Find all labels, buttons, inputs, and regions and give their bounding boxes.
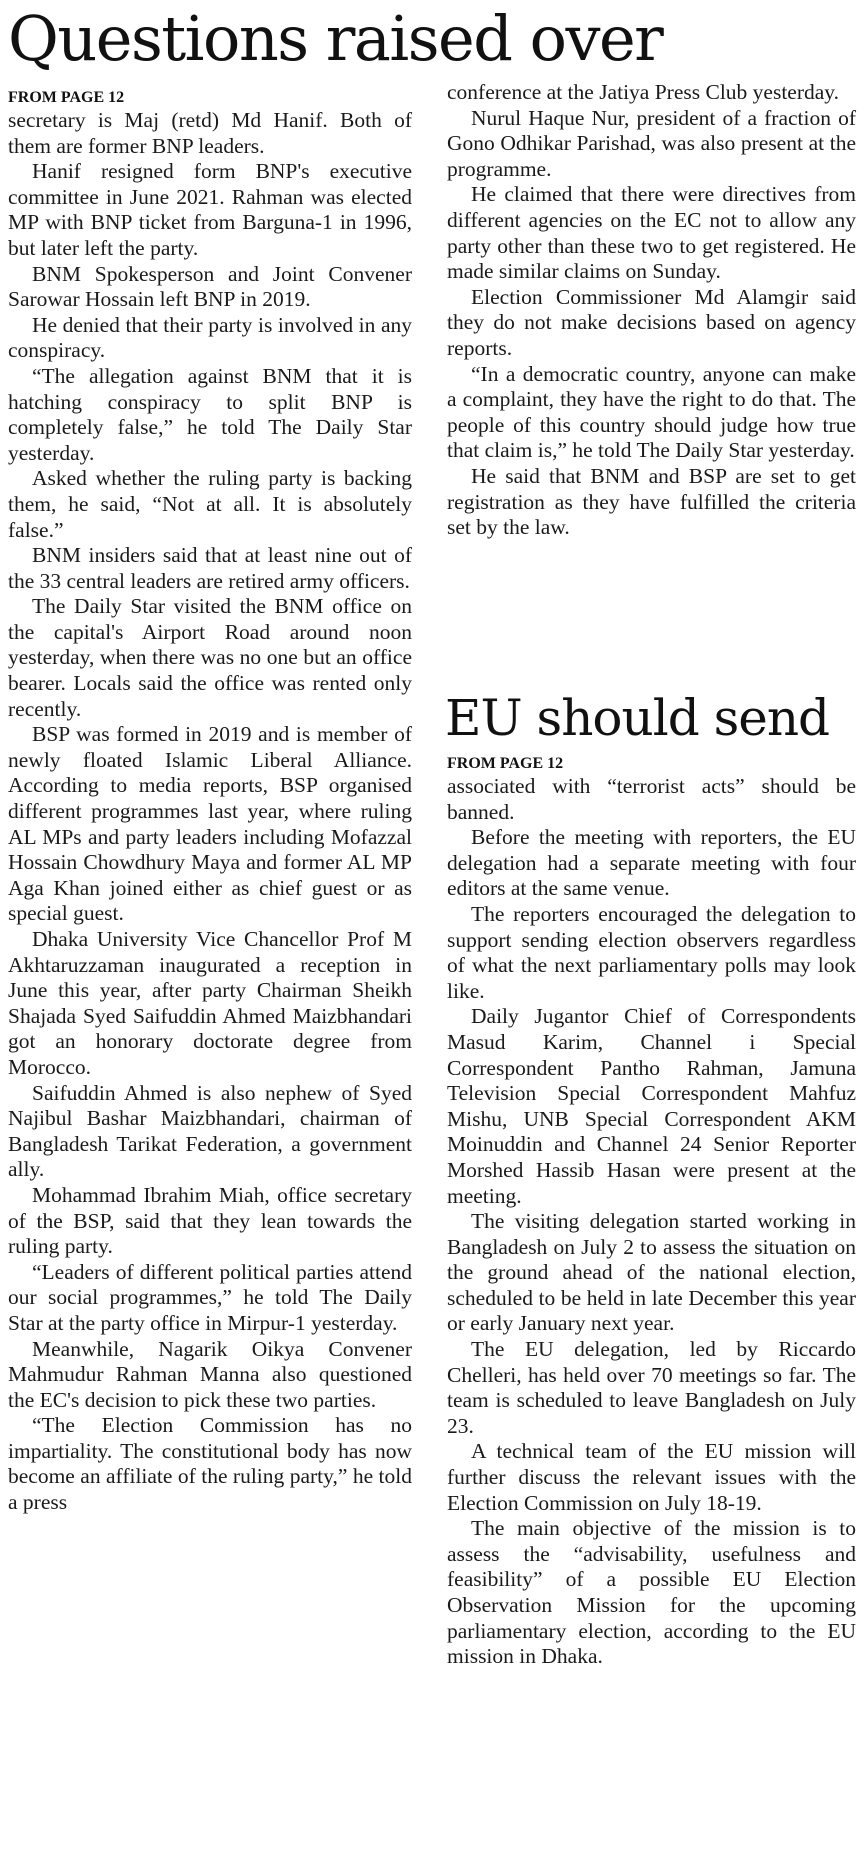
paragraph: BNM insiders said that at least nine out of the 33 central leaders are retired army officers.: [8, 543, 412, 593]
paragraph: Daily Jugantor Chief of Correspondents Masud Karim, Channel i Special Correspondent Pantho Rahman, Jamuna Television Special Correspondent Mahfuz Mishu, UNB Special Correspondent AKM Moinuddin and Channel 24 Senior Reporter Morshed Hassib Hasan were present at the meeting.: [447, 1004, 856, 1208]
story1-left-column: [8, 88, 412, 1516]
story2-jump-line: FROM PAGE 12: [447, 755, 564, 772]
paragraph: Election Commissioner Md Alamgir said they do not make decisions based on agency reports.: [447, 284, 856, 360]
paragraph: Meanwhile, Nagarik Oikya Convener Mahmudur Rahman Manna also questioned the EC's decision to pick these two parties.: [8, 1336, 412, 1412]
story2-column: [447, 754, 856, 1670]
paragraph: He denied that their party is involved in any conspiracy.: [8, 312, 412, 363]
paragraph: The Daily Star visited the BNM office on the capital's Airport Road around noon yesterday, when there was no one but an office bearer. Locals said the office was rented only recently.: [8, 594, 412, 721]
paragraph: “The allegation against BNM that it is hatching conspiracy to split BNP is completely false,” he told The Daily Star yesterday.: [8, 363, 412, 465]
paragraph: Saifuddin Ahmed is also nephew of Syed Najibul Bashar Maizbhandari, chairman of Bangladesh Tarikat Federation, a government ally.: [8, 1080, 412, 1182]
paragraph: Mohammad Ibrahim Miah, office secretary of the BSP, said that they lean towards the ruling party.: [8, 1182, 412, 1259]
paragraph: A technical team of the EU mission will further discuss the relevant issues with the Election Commission on July 18-19.: [447, 1439, 856, 1515]
paragraph: The visiting delegation started working in Bangladesh on July 2 to assess the situation on the ground ahead of the national election, scheduled to be held in late December this year or early January next year.: [447, 1209, 856, 1336]
paragraph: The main objective of the mission is to assess the “advisability, usefulness and feasibility” of a possible EU Election Observation Mission for the upcoming parliamentary election, according to the EU mission in Dhaka.: [447, 1516, 856, 1669]
paragraph: “Leaders of different political parties attend our social programmes,” he told The Daily Star at the party office in Mirpur-1 yesterday.: [8, 1259, 412, 1335]
paragraph: BNM Spokesperson and Joint Convener Sarowar Hossain left BNP in 2019.: [8, 261, 412, 312]
headline-eu-should-send: EU should send: [445, 689, 830, 747]
paragraph: conference at the Jatiya Press Club yesterday.: [447, 80, 840, 104]
story1-right-column: [447, 80, 856, 541]
paragraph: “The Election Commission has no impartiality. The constitutional body has now become an affiliate of the ruling party,” he told a press: [8, 1413, 412, 1515]
headline-questions-raised: Questions raised over: [8, 2, 663, 75]
paragraph: BSP was formed in 2019 and is member of newly floated Islamic Liberal Alliance. According to media reports, BSP organised different programmes last year, where ruling AL MPs and party leaders including Mofazzal Hossain Chowdhury Maya and former AL MP Aga Khan joined either as chief guest or as special guest.: [8, 722, 412, 926]
paragraph: The reporters encouraged the delegation to support sending election observers regardless of what the next parliamentary polls may look like.: [447, 901, 856, 1003]
paragraph: He claimed that there were directives from different agencies on the EC not to allow any party other than these two to get registered. He made similar claims on Sunday.: [447, 182, 856, 284]
paragraph: associated with “terrorist acts” should be banned.: [447, 774, 856, 824]
paragraph: “In a democratic country, anyone can make a complaint, they have the right to do that. The people of this country should judge how true that claim is,” he told The Daily Star yesterday.: [447, 361, 856, 463]
paragraph: Asked whether the ruling party is backing them, he said, “Not at all. It is absolutely false.”: [8, 466, 412, 542]
paragraph: Hanif resigned form BNP's executive committee in June 2021. Rahman was elected MP with BNP ticket from Barguna-1 in 1996, but later left the party.: [8, 159, 412, 260]
paragraph: Dhaka University Vice Chancellor Prof M Akhtaruzzaman inaugurated a reception in June this year, after party Chairman Sheikh Shajada Syed Saifuddin Ahmed Maizbhandari got an honorary doctorate degree from Morocco.: [8, 927, 412, 1079]
paragraph: He said that BNM and BSP are set to get registration as they have fulfilled the criteria set by the law.: [447, 463, 856, 540]
paragraph: secretary is Maj (retd) Md Hanif. Both of them are former BNP leaders.: [8, 108, 412, 158]
paragraph: The EU delegation, led by Riccardo Chelleri, has held over 70 meetings so far. The team is scheduled to leave Bangladesh on July 23.: [447, 1337, 856, 1438]
paragraph: Before the meeting with reporters, the EU delegation had a separate meeting with four editors at the same venue.: [447, 825, 856, 901]
story1-jump-line: FROM PAGE 12: [8, 89, 125, 106]
paragraph: Nurul Haque Nur, president of a fraction of Gono Odhikar Parishad, was also present at the programme.: [447, 105, 856, 181]
